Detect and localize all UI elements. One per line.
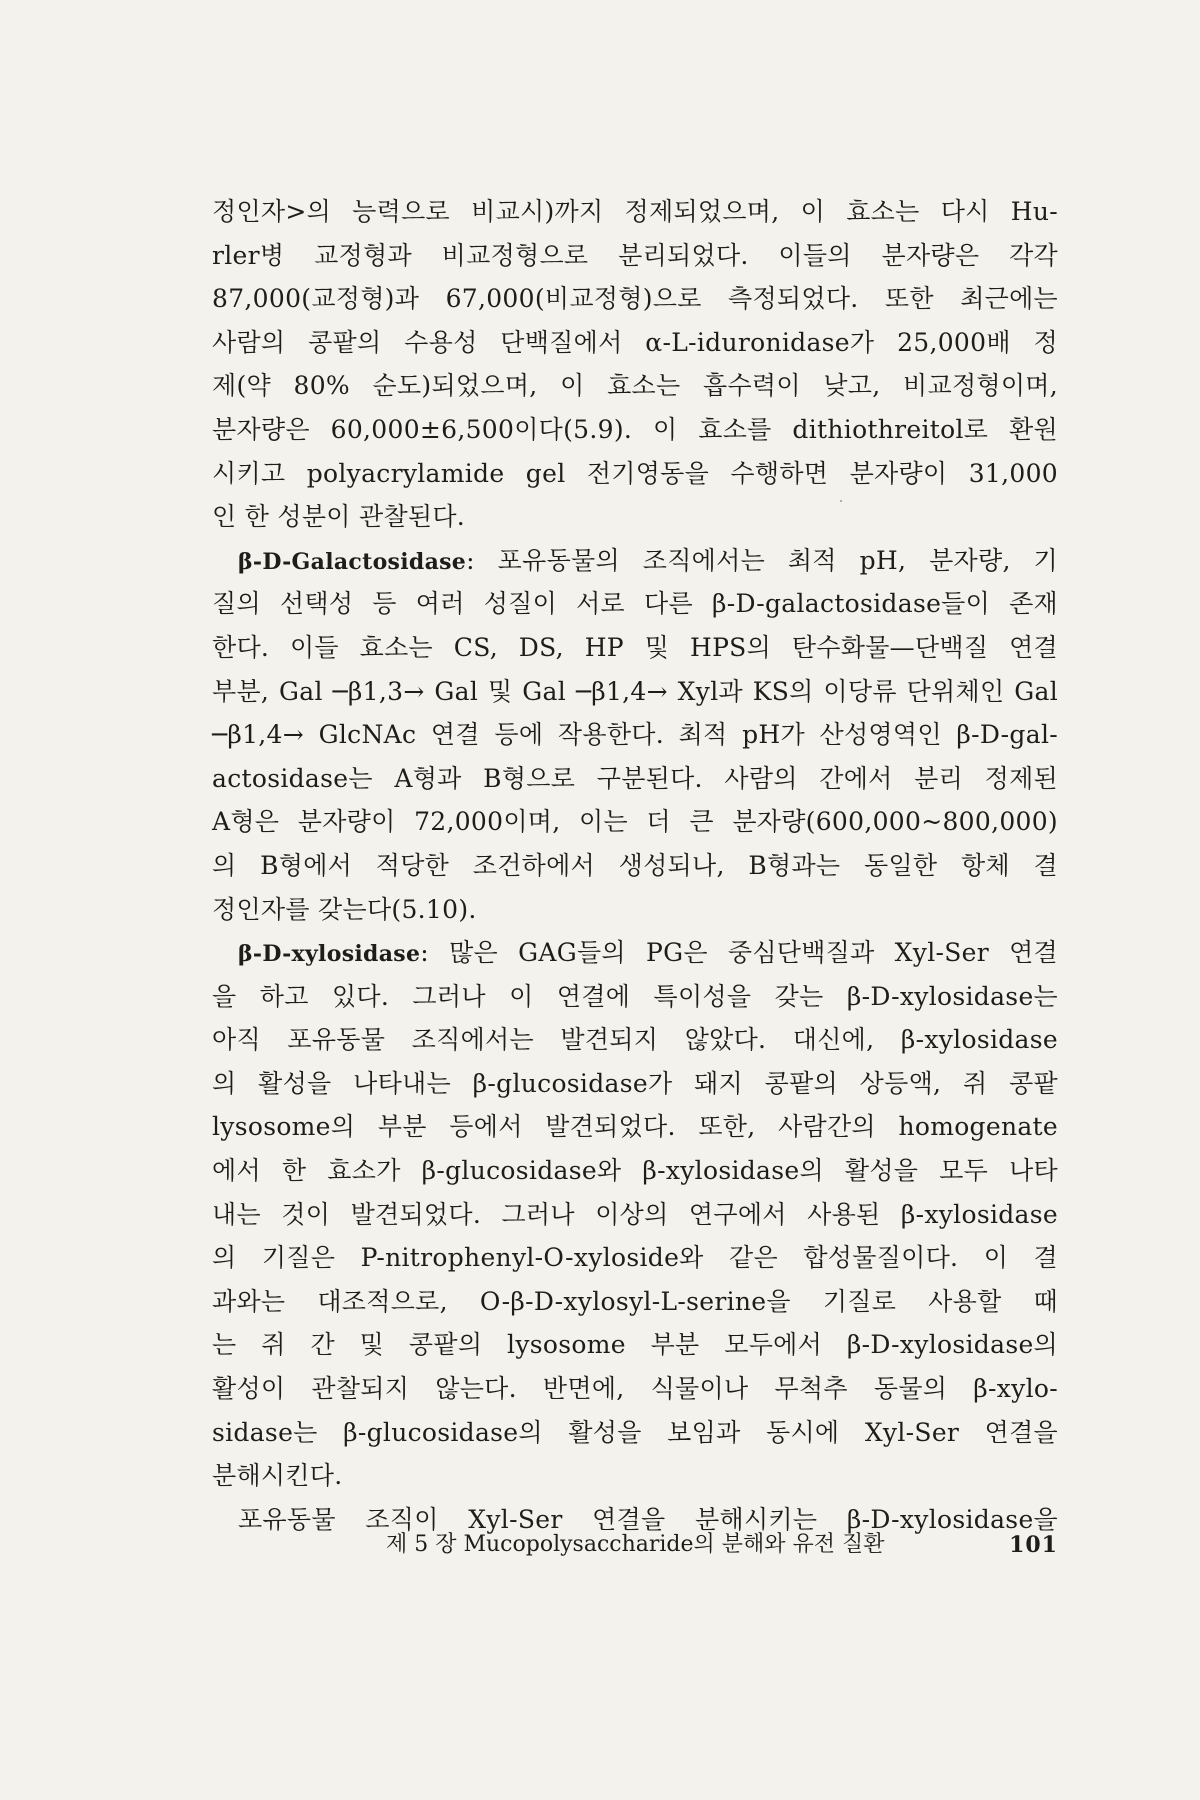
xylosidase-line-1: 을 하고 있다. 그러나 이 연결에 특이성을 갖는 β-D-xylosidase는	[212, 981, 1058, 1011]
paper-speck	[840, 500, 842, 502]
paragraph1-line-6: 분자량은 60,000±6,500이다(5.9). 이 효소를 dithiothreitol로 환원	[212, 414, 1058, 444]
xylosidase-line-9: 는 쥐 간 및 콩팥의 lysosome 부분 모두에서 β-D-xylosidase의	[212, 1330, 1058, 1360]
xylosidase-first-line-rest: : 많은 GAG들의 PG은 중심단백질과 Xyl-Ser 연결	[420, 938, 1058, 968]
xylosidase-line-4: lysosome의 부분 등에서 발견되었다. 또한, 사람간의 homogenate	[212, 1112, 1058, 1142]
galactosidase-line-2: 한다. 이들 효소는 CS, DS, HP 및 HPS의 탄수화물—단백질 연결	[212, 632, 1058, 662]
xylosidase-line-2: 아직 포유동물 조직에서는 발견되지 않았다. 대신에, β-xylosidase	[212, 1025, 1058, 1055]
galactosidase-first-line	[212, 539, 1058, 583]
xylosidase-line-3: 의 활성을 나타내는 β-glucosidase가 돼지 콩팥의 상등액, 쥐 콩팥	[212, 1068, 1058, 1098]
galactosidase-term: β-D-Galactosidase	[238, 548, 467, 575]
paragraph1-line-3: 87,000(교정형)과 67,000(비교정형)으로 측정되었다. 또한 최근에는	[212, 284, 1058, 314]
paragraph1-line-5: 제(약 80% 순도)되었으며, 이 효소는 흡수력이 낮고, 비교정형이며,	[212, 371, 1058, 401]
xylosidase-line-11: sidase는 β-glucosidase의 활성을 보임과 동시에 Xyl-Ser 연결을	[212, 1417, 1058, 1447]
paragraph1-line-1: 정인자>의 능력으로 비교시)까지 정제되었으며, 이 효소는 다시 Hu-	[212, 197, 1058, 226]
body-text	[212, 190, 1058, 1541]
galactosidase-line-1: 질의 선택성 등 여러 성질이 서로 다른 β-D-galactosidase들이 존재	[212, 589, 1058, 619]
xylosidase-line-7: 의 기질은 P-nitrophenyl-O-xyloside와 같은 합성물질이다. 이 결	[212, 1243, 1058, 1273]
galactosidase-line-8: 정인자를 갖는다(5.10).	[212, 894, 477, 924]
galactosidase-line-6: A형은 분자량이 72,000이며, 이는 더 큰 분자량(600,000~800,000)	[212, 807, 1058, 837]
last-paragraph-line: 포유동물 조직이 Xyl-Ser 연결을 분해시키는 β-D-xylosidase을	[238, 1504, 1058, 1534]
xylosidase-line-12: 분해시킨다.	[212, 1461, 343, 1491]
page-footer	[386, 1530, 1058, 1560]
page-number: 101	[1009, 1532, 1058, 1558]
xylosidase-line-8: 과와는 대조적으로, O-β-D-xylosyl-L-serine을 기질로 사용할 때	[212, 1286, 1058, 1316]
xylosidase-line-6: 내는 것이 발견되었다. 그러나 이상의 연구에서 사용된 β-xylosidase	[212, 1199, 1058, 1229]
paragraph1-line-4: 사람의 콩팥의 수용성 단백질에서 α-L-iduronidase가 25,000배 정	[212, 327, 1058, 357]
paragraph1-line-2: rler병 교정형과 비교정형으로 분리되었다. 이들의 분자량은 각각	[212, 240, 1058, 270]
xylosidase-line-5: 에서 한 효소가 β-glucosidase와 β-xylosidase의 활성을 모두 나타	[212, 1156, 1058, 1186]
xylosidase-first-line	[212, 931, 1058, 975]
galactosidase-line-3: 부분, Gal ─β1,3→ Gal 및 Gal ─β1,4→ Xyl과 KS의 이당류 단위체인 Gal	[212, 676, 1058, 706]
paragraph1-line-7: 시키고 polyacrylamide gel 전기영동을 수행하면 분자량이 31,000	[212, 458, 1058, 488]
xylosidase-line-10: 활성이 관찰되지 않는다. 반면에, 식물이나 무척추 동물의 β-xylo-	[212, 1374, 1058, 1404]
galactosidase-line-4: ─β1,4→ GlcNAc 연결 등에 작용한다. 최적 pH가 산성영역인 β-D-gal-	[212, 720, 1058, 750]
galactosidase-line-7: 의 B형에서 적당한 조건하에서 생성되나, B형과는 동일한 항체 결	[212, 850, 1058, 880]
galactosidase-line-5: actosidase는 A형과 B형으로 구분된다. 사람의 간에서 분리 정제된	[212, 763, 1058, 793]
running-title: 제 5 장 Mucopolysaccharide의 분해와 유전 질환	[386, 1532, 885, 1557]
galactosidase-first-line-rest: : 포유동물의 조직에서는 최적 pH, 분자량, 기	[466, 545, 1058, 575]
paragraph1-line-8: 인 한 성분이 관찰된다.	[212, 502, 466, 532]
xylosidase-term: β-D-xylosidase	[238, 941, 421, 968]
